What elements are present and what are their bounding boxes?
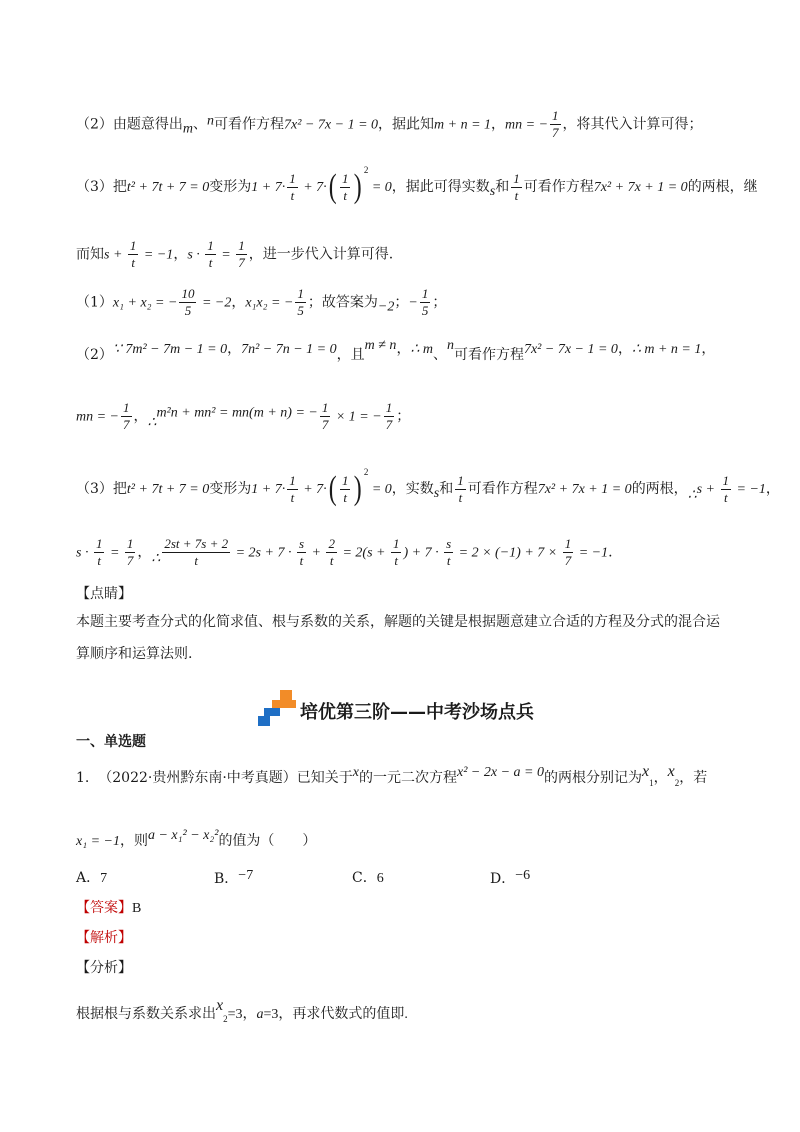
answer-line [76, 898, 141, 919]
equation: + [308, 545, 325, 561]
equation: + 7· [299, 180, 327, 195]
denominator: 7 [238, 255, 245, 270]
denominator: t [723, 489, 728, 505]
equation: x₁ = −1 [76, 834, 120, 849]
denominator: t [208, 255, 213, 270]
equation: = 0 [368, 180, 392, 195]
text: ， [231, 294, 246, 311]
text: ， [133, 408, 148, 425]
answer-value: −2 [377, 299, 395, 315]
option-value: 7 [100, 871, 108, 886]
numerator: s [446, 536, 452, 551]
equation: 1 + 7· [251, 180, 286, 195]
subscript: 1 [649, 777, 654, 788]
text: 可看作方程 [523, 179, 594, 195]
equation: mn = − [505, 117, 549, 133]
option-label: D． [490, 871, 516, 887]
text: （3）把 [76, 179, 127, 195]
numerator: 1 [129, 238, 137, 253]
numerator: 10 [181, 286, 195, 301]
option-label: C． [352, 870, 377, 886]
fraction [121, 400, 132, 433]
equation: m²n + mn² = mn(m + n) = − [156, 405, 318, 421]
option-value: 6 [376, 871, 384, 886]
question-1-line-2 [76, 826, 316, 852]
numerator: 1 [457, 472, 464, 488]
numerator: 2st + 7s + 2 [164, 536, 229, 551]
fraction [125, 536, 136, 569]
text: 、 [432, 347, 447, 363]
text: ， [701, 341, 716, 357]
text: ，据此知 [378, 116, 435, 133]
text: 的一元二次方程 [359, 770, 458, 786]
numerator: 1 [385, 400, 393, 415]
equation: = −1 [575, 545, 609, 561]
option-label: B． [214, 871, 239, 887]
numerator: 1 [421, 286, 429, 301]
paren-open: ( [328, 168, 337, 205]
equation: n [446, 338, 454, 353]
question-number: 1. [76, 770, 90, 786]
comment-heading: 【点睛】 [76, 586, 132, 602]
fraction [94, 536, 105, 569]
denominator: t [290, 489, 295, 505]
equation: s + [104, 247, 126, 263]
numerator: 1 [123, 400, 130, 415]
denominator: t [394, 553, 399, 568]
denominator: 7 [552, 125, 559, 140]
equation: m ≠ n [364, 338, 397, 353]
text: ，实数 [391, 481, 434, 497]
numerator: 1 [289, 472, 296, 488]
math-m: m [182, 121, 194, 137]
text: . [608, 544, 613, 561]
equation: 7x² + 7x + 1 = 0 [593, 180, 688, 195]
math-x1: x [641, 763, 650, 780]
fraction [287, 171, 298, 204]
denominator: t [299, 553, 304, 568]
equation: ∴ m [410, 342, 433, 357]
math-n: n [207, 113, 215, 129]
math-x: x [216, 997, 224, 1014]
section-logo-icon [258, 690, 298, 726]
equation: = −1 [140, 247, 174, 263]
paren-open: ( [328, 470, 337, 507]
numerator: 1 [297, 286, 304, 301]
equation: s · [76, 545, 92, 561]
math-a: a [256, 1007, 264, 1022]
numerator: 1 [722, 472, 730, 488]
text: ，将其代入计算可得； [562, 116, 703, 133]
denominator: 5 [184, 303, 192, 318]
denominator: t [329, 553, 334, 568]
numerator: 1 [321, 400, 329, 415]
text: ， [227, 341, 242, 357]
denominator: 7 [126, 553, 134, 568]
text: 的值为（ ） [218, 833, 317, 849]
text: 的两根， [631, 481, 688, 497]
fraction [563, 536, 574, 569]
equation: = −1 [733, 482, 766, 497]
denominator: t [446, 553, 451, 568]
therefore-symbol: ∴ [687, 488, 697, 503]
text: （1） [76, 294, 113, 311]
denominator: 5 [297, 303, 304, 318]
fraction [384, 400, 395, 433]
fraction [320, 400, 331, 433]
text: ， [653, 770, 668, 786]
analysis-tag: 【解析】 [76, 930, 132, 946]
fraction [295, 286, 306, 319]
text: 的两根，继 [687, 179, 758, 195]
numerator: 1 [207, 238, 214, 253]
text: ； [394, 294, 409, 311]
fraction [340, 473, 351, 506]
equation: = 2(s + [338, 545, 389, 561]
fraction [444, 536, 453, 569]
text: ， [617, 341, 632, 357]
text: 可看作方程 [214, 116, 285, 133]
numerator: 1 [513, 170, 520, 186]
solution-1-line [76, 286, 446, 319]
denominator: t [290, 187, 295, 203]
text: ，进一步代入计算可得. [248, 246, 394, 263]
math-x2: x [667, 763, 675, 780]
text: ， [765, 481, 780, 497]
numerator: 1 [552, 108, 559, 123]
numerator: 1 [341, 472, 349, 488]
question-1-line-1 [76, 762, 707, 793]
equation: t² + 7t + 7 = 0 [126, 180, 210, 195]
denominator: t [97, 553, 102, 568]
logo-square-blue [264, 708, 280, 716]
denominator: t [514, 187, 519, 203]
option-a[interactable] [76, 868, 107, 889]
fenxi-line [76, 996, 408, 1029]
single-choice-heading: 一、单选题 [76, 734, 146, 750]
text: 的两根分别记为 [543, 770, 642, 786]
part3-intro-line [76, 160, 758, 204]
text: ， [491, 116, 506, 133]
text: ， [173, 246, 188, 263]
equation: x₁ + x₂ = − [112, 295, 178, 311]
equation: = 0 [368, 482, 392, 497]
fraction [391, 536, 402, 569]
equation: = 2s + 7 · [232, 545, 295, 561]
option-value: −7 [238, 868, 254, 883]
equation: ∵ 7m² − 7m − 1 = 0 [112, 342, 228, 357]
subscript: 2 [674, 777, 680, 788]
equation: s · [187, 247, 204, 263]
fraction [205, 238, 216, 271]
option-d[interactable] [490, 866, 530, 889]
paren-close: ) [354, 168, 363, 205]
equation: = [106, 545, 123, 561]
equation: ) + 7 · [403, 545, 443, 561]
text: （2） [76, 347, 113, 363]
text: （2）由题意得出 [76, 116, 183, 133]
equation: = 2 × (−1) + 7 × [455, 545, 561, 561]
math-s: s [489, 184, 496, 199]
denominator: 7 [321, 417, 329, 432]
equation: 7x² − 7x − 1 = 0 [523, 342, 618, 357]
text: 、 [193, 116, 208, 133]
text: （3）把 [76, 481, 127, 497]
fraction [550, 108, 561, 141]
text: 和 [439, 481, 454, 497]
denominator: t [194, 553, 199, 568]
solution-2-continue-line [76, 400, 410, 434]
denominator: t [343, 489, 348, 505]
fraction [511, 171, 522, 204]
fraction [179, 286, 196, 319]
text: ，且 [336, 347, 365, 363]
subscript: 2 [223, 1013, 228, 1024]
text: 可看作方程 [453, 347, 524, 363]
section-title: 培优第三阶——中考沙场点兵 [300, 702, 534, 723]
equation: = −2 [198, 295, 232, 311]
equation: s + [696, 482, 719, 497]
text: 变形为 [209, 179, 252, 195]
text: =3，再求代数式的值即. [263, 1007, 408, 1022]
equation: m + n = 1 [434, 117, 492, 133]
fraction [455, 473, 466, 506]
equation: t² + 7t + 7 = 0 [126, 482, 210, 497]
math-x: x [352, 765, 360, 780]
text: ；故答案为 [307, 294, 378, 311]
therefore-symbol: ∴ [151, 551, 161, 567]
fraction [721, 473, 732, 506]
comment-line-1: 本题主要考查分式的化简求值、根与系数的关系，解题的关键是根据题意建立合适的方程及分式的混合运 [76, 614, 720, 630]
logo-square-orange-top [280, 690, 292, 700]
option-c[interactable] [352, 868, 384, 889]
fraction [340, 171, 351, 204]
text: （2022·贵州黔东南·中考真题）已知关于 [98, 770, 353, 786]
text: 可看作方程 [467, 481, 538, 497]
numerator: 1 [564, 536, 572, 551]
text: ； [432, 294, 447, 311]
numerator: 1 [341, 170, 349, 186]
numerator: 1 [392, 536, 400, 551]
option-value: −6 [515, 868, 531, 883]
equation: 1 + 7· [251, 482, 286, 497]
equation: ∴ m + n = 1 [631, 342, 702, 357]
fraction [162, 536, 230, 569]
therefore-symbol: ∴ [147, 415, 157, 431]
equation: 7x² + 7x + 1 = 0 [537, 482, 632, 497]
fraction [128, 238, 139, 271]
equation: x² − 2x − a = 0 [457, 765, 544, 780]
text: 而知 [76, 246, 104, 263]
text: ； [396, 408, 411, 425]
equation: + 7· [299, 482, 327, 497]
text: 变形为 [209, 481, 252, 497]
numerator: 2 [328, 536, 335, 551]
numerator: 1 [95, 536, 103, 551]
equation: × 1 = − [332, 409, 382, 425]
answer-tag: 【答案】 [76, 900, 132, 916]
denominator: 7 [564, 553, 572, 568]
paren-close: ) [354, 470, 363, 507]
denominator: t [131, 255, 135, 270]
exponent: 2 [363, 165, 369, 175]
denominator: t [343, 187, 348, 203]
option-label: A． [76, 870, 101, 886]
numerator: 1 [126, 536, 134, 551]
denominator: 5 [421, 303, 429, 318]
numerator: 1 [238, 238, 245, 253]
comment-line-2: 算顺序和运算法则. [76, 646, 193, 662]
denominator: 7 [123, 417, 130, 432]
equation: 7n² − 7n − 1 = 0 [241, 342, 337, 357]
math-s: s [433, 486, 440, 501]
logo-square-orange [272, 700, 296, 708]
text: =3， [227, 1007, 257, 1022]
fraction [420, 286, 431, 319]
text: ， [137, 544, 152, 561]
denominator: t [458, 489, 463, 505]
denominator: 7 [385, 417, 393, 432]
solution-2-line [76, 336, 715, 365]
fenxi-tag: 【分析】 [76, 960, 132, 976]
option-b[interactable] [214, 866, 253, 889]
text: ， [396, 341, 411, 357]
logo-square-blue-bottom [258, 716, 270, 726]
part2-intro-line [76, 108, 703, 141]
answer-value: − [408, 295, 418, 311]
solution-3-line [76, 462, 780, 506]
part3-continue-line [76, 238, 393, 271]
solution-3-continue-line [76, 536, 613, 570]
text: 根据根与系数关系求出 [76, 1006, 216, 1022]
equation: = [217, 247, 235, 263]
answer-value: B [132, 901, 142, 916]
fraction [326, 536, 337, 569]
numerator: s [298, 536, 305, 551]
text: ，则 [119, 833, 148, 849]
equation: 7x² − 7x − 1 = 0 [284, 117, 379, 133]
numerator: 1 [289, 170, 296, 186]
text: 和 [495, 179, 510, 195]
exponent: 2 [363, 467, 369, 477]
equation: x₁x₂ = − [245, 295, 294, 311]
fraction [287, 473, 298, 506]
text: ，若 [679, 770, 708, 786]
fraction [297, 536, 306, 569]
equation: mn = − [76, 409, 120, 425]
fraction [236, 238, 247, 271]
text: ，据此可得实数 [391, 179, 490, 195]
equation: a − x₁² − x₂² [147, 828, 219, 843]
